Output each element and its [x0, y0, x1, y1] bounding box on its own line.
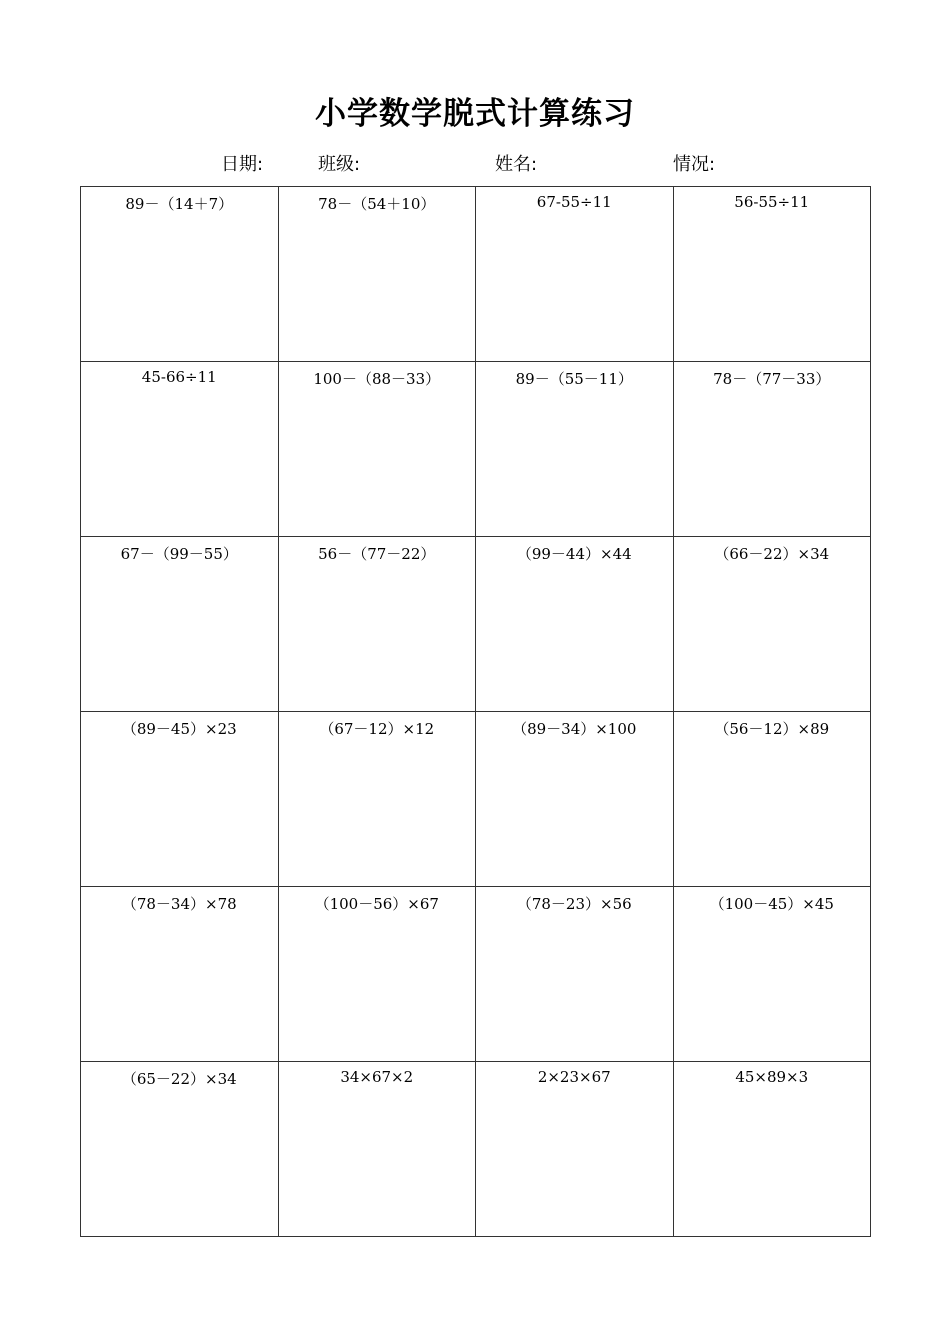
problem-text: （100－56）×67: [314, 895, 439, 913]
grid-row: [81, 887, 871, 1062]
problem-cell: [278, 362, 476, 537]
problem-cell: [673, 537, 871, 712]
problem-text: 45×89×3: [735, 1068, 809, 1086]
problem-cell: [673, 362, 871, 537]
problem-cell: [476, 187, 674, 362]
problem-text: 56-55÷11: [734, 193, 810, 211]
name-label: 姓名:: [495, 154, 538, 175]
problem-cell: [476, 1062, 674, 1237]
problem-text: 45-66÷11: [141, 368, 217, 386]
problem-text: 100－（88－33）: [313, 370, 441, 388]
problem-text: 78－（77－33）: [713, 370, 831, 388]
problem-cell: [673, 187, 871, 362]
problem-cell: [81, 712, 279, 887]
problem-text: （78－34）×78: [121, 895, 237, 913]
problem-cell: [278, 187, 476, 362]
problem-text: 67－（99－55）: [120, 545, 238, 563]
problem-text: （78－23）×56: [516, 895, 632, 913]
problem-text: （65－22）×34: [121, 1070, 237, 1088]
date-label: 日期:: [221, 154, 264, 175]
problem-cell: [476, 887, 674, 1062]
problem-text: 89－（14＋7）: [125, 195, 234, 213]
worksheet-title: 小学数学脱式计算练习: [315, 96, 635, 132]
problem-cell: [81, 887, 279, 1062]
problem-text: （67－12）×12: [319, 720, 435, 738]
class-label: 班级:: [318, 154, 361, 175]
problem-cell: [81, 362, 279, 537]
problem-grid: [80, 186, 871, 1237]
problem-text: 56－（77－22）: [318, 545, 436, 563]
problem-cell: [81, 1062, 279, 1237]
problem-text: 89－（55－11）: [515, 370, 633, 388]
problem-cell: [278, 1062, 476, 1237]
problem-text: （89－45）×23: [121, 720, 237, 738]
problem-text: 2×23×67: [537, 1068, 611, 1086]
problem-text: 67-55÷11: [536, 193, 612, 211]
problem-cell: [476, 537, 674, 712]
problem-cell: [673, 712, 871, 887]
problem-text: （99－44）×44: [516, 545, 632, 563]
grid-row: [81, 1062, 871, 1237]
problem-cell: [278, 887, 476, 1062]
grid-row: [81, 187, 871, 362]
problem-text: 34×67×2: [340, 1068, 414, 1086]
problem-text: 78－（54＋10）: [318, 195, 436, 213]
problem-cell: [278, 537, 476, 712]
grid-row: [81, 362, 871, 537]
grid-row: [81, 712, 871, 887]
problem-cell: [673, 1062, 871, 1237]
problem-cell: [278, 712, 476, 887]
problem-cell: [476, 712, 674, 887]
problem-cell: [673, 887, 871, 1062]
problem-text: （66－22）×34: [714, 545, 830, 563]
grid-row: [81, 537, 871, 712]
problem-cell: [81, 187, 279, 362]
status-label: 情况:: [673, 154, 716, 175]
problem-text: （89－34）×100: [512, 720, 637, 738]
problem-text: （100－45）×45: [709, 895, 834, 913]
problem-cell: [476, 362, 674, 537]
problem-cell: [81, 537, 279, 712]
problem-text: （56－12）×89: [714, 720, 830, 738]
